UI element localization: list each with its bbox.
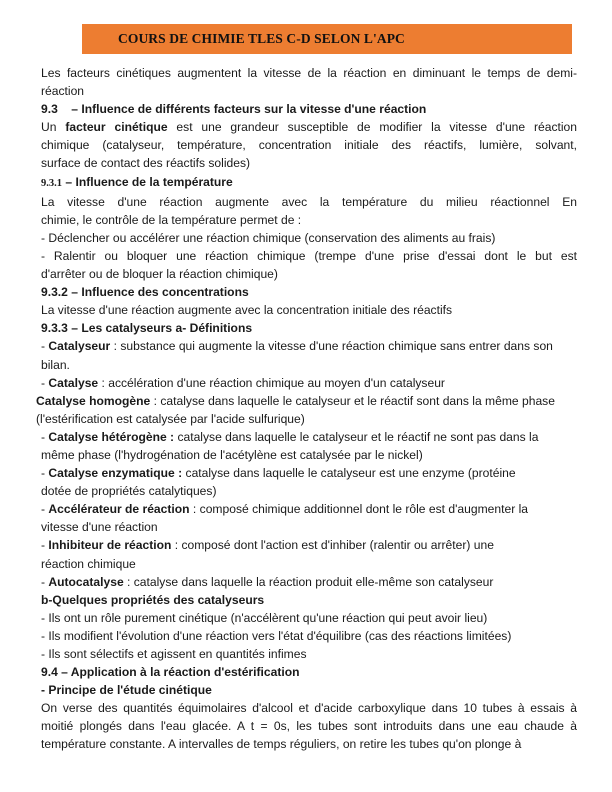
intro-line: réaction (41, 84, 85, 99)
section-title: – Influence de différents facteurs sur la vitesse d'une réaction (71, 102, 427, 117)
definition-continuation: même phase (l'hydrogénation de l'acétylène est catalysée par le nickel) (41, 447, 423, 462)
section-9-3-3-heading: 9.3.3 – Les catalyseurs a- Définitions (41, 321, 253, 336)
paragraph-line: chimique (catalyseur, température, concentration initiale des réactifs, lumière, solvant, (41, 138, 577, 153)
paragraph-line: Un facteur cinétique est une grandeur susceptible de modifier la vitesse d'une réaction (41, 120, 577, 135)
list-item: - Ils sont sélectifs et agissent en quantités infimes (41, 647, 307, 661)
definition-item: - Catalyse enzymatique : catalyse dans laquelle le catalyseur est une enzyme (protéine (41, 466, 516, 481)
paragraph-line: La vitesse d'une réaction augmente avec la concentration initiale des réactifs (41, 303, 453, 318)
definition-item: - Catalyseur : substance qui augmente la vitesse d'une réaction chimique sans entrer dans son (41, 339, 553, 354)
definition-item: - Autocatalyse : catalyse dans laquelle la réaction produit elle-même son catalyseur (41, 574, 494, 589)
definition-continuation: dotée de propriétés catalytiques) (41, 484, 217, 499)
paragraph-line: La vitesse d'une réaction augmente avec la température du milieu réactionnel En (41, 194, 577, 209)
definition-continuation: vitesse d'une réaction (41, 520, 158, 535)
definition-continuation: réaction chimique (41, 556, 136, 571)
document-body (36, 64, 577, 754)
defined-term: facteur cinétique (65, 120, 168, 135)
paragraph-line: chimie, le contrôle de la température permet de : (41, 212, 302, 227)
definition-item: Catalyse homogène : catalyse dans laquelle le catalyseur et le réactif sont dans la même phase (36, 393, 555, 408)
section-title: – Influence de la température (65, 174, 233, 189)
defined-term: Autocatalyse (48, 574, 124, 589)
defined-term: Catalyse homogène (36, 393, 151, 408)
list-item-continuation: d'arrêter ou de bloquer la réaction chimique) (41, 267, 278, 282)
paragraph-line: surface de contact des réactifs solides) (41, 156, 251, 171)
intro-line: Les facteurs cinétiques augmentent la vitesse de la réaction en diminuant le temps de demi- (41, 66, 577, 80)
defined-term: Accélérateur de réaction (48, 502, 190, 517)
list-item: - Ils modifient l'évolution d'une réaction vers l'état d'équilibre (cas des réactions limitées) (41, 628, 512, 643)
definition-item: - Accélérateur de réaction : composé chimique additionnel dont le rôle est d'augmenter la (41, 502, 529, 517)
section-9-4-heading: 9.4 – Application à la réaction d'estérification (41, 665, 300, 680)
definition-item: - Inhibiteur de réaction : composé dont l'action est d'inhiber (ralentir ou arrêter) une (41, 538, 494, 553)
list-item: - Déclencher ou accélérer une réaction chimique (conservation des aliments au frais) (41, 230, 496, 245)
section-9-3-2-heading: 9.3.2 – Influence des concentrations (41, 285, 249, 300)
definition-continuation: bilan. (41, 357, 70, 372)
subsection-heading: - Principe de l'étude cinétique (41, 683, 212, 698)
definition-continuation: (l'estérification est catalysée par l'acide sulfurique) (36, 411, 305, 426)
defined-term: Inhibiteur de réaction (48, 538, 172, 553)
section-9-3-heading (41, 100, 577, 118)
defined-term: Catalyse (48, 375, 99, 390)
paragraph-line: moitié plongés dans l'eau glacée. A t = 0s, les tubes sont introduits dans une eau chaude à (41, 719, 577, 734)
section-number: 9.3 (41, 102, 58, 117)
defined-term: Catalyse enzymatique : (48, 466, 183, 481)
properties-heading: b-Quelques propriétés des catalyseurs (41, 592, 265, 607)
paragraph-line: On verse des quantités équimolaires d'alcool et d'acide carboxylique dans 10 tubes à essais à (41, 701, 577, 716)
paragraph-line: température constante. A intervalles de temps réguliers, on retire les tubes qu'on plonge à (41, 737, 522, 752)
defined-term: Catalyse hétérogène : (48, 429, 175, 444)
section-9-3-1-heading (41, 173, 577, 193)
page-title: COURS DE CHIMIE TLES C-D SELON L'APC (118, 31, 405, 46)
definition-item: - Catalyse hétérogène : catalyse dans laquelle le catalyseur et le réactif ne sont pas dans la (41, 429, 539, 444)
section-number: 9.3.1 (41, 177, 62, 189)
header-banner (82, 24, 572, 54)
defined-term: Catalyseur (48, 339, 111, 354)
list-item: - Ils ont un rôle purement cinétique (n'accélèrent qu'une réaction qui peut avoir lieu) (41, 610, 488, 625)
list-item: - Ralentir ou bloquer une réaction chimique (trempe d'une prise d'essai dont le but est (41, 248, 577, 263)
definition-item: - Catalyse : accélération d'une réaction chimique au moyen d'un catalyseur (41, 375, 445, 390)
